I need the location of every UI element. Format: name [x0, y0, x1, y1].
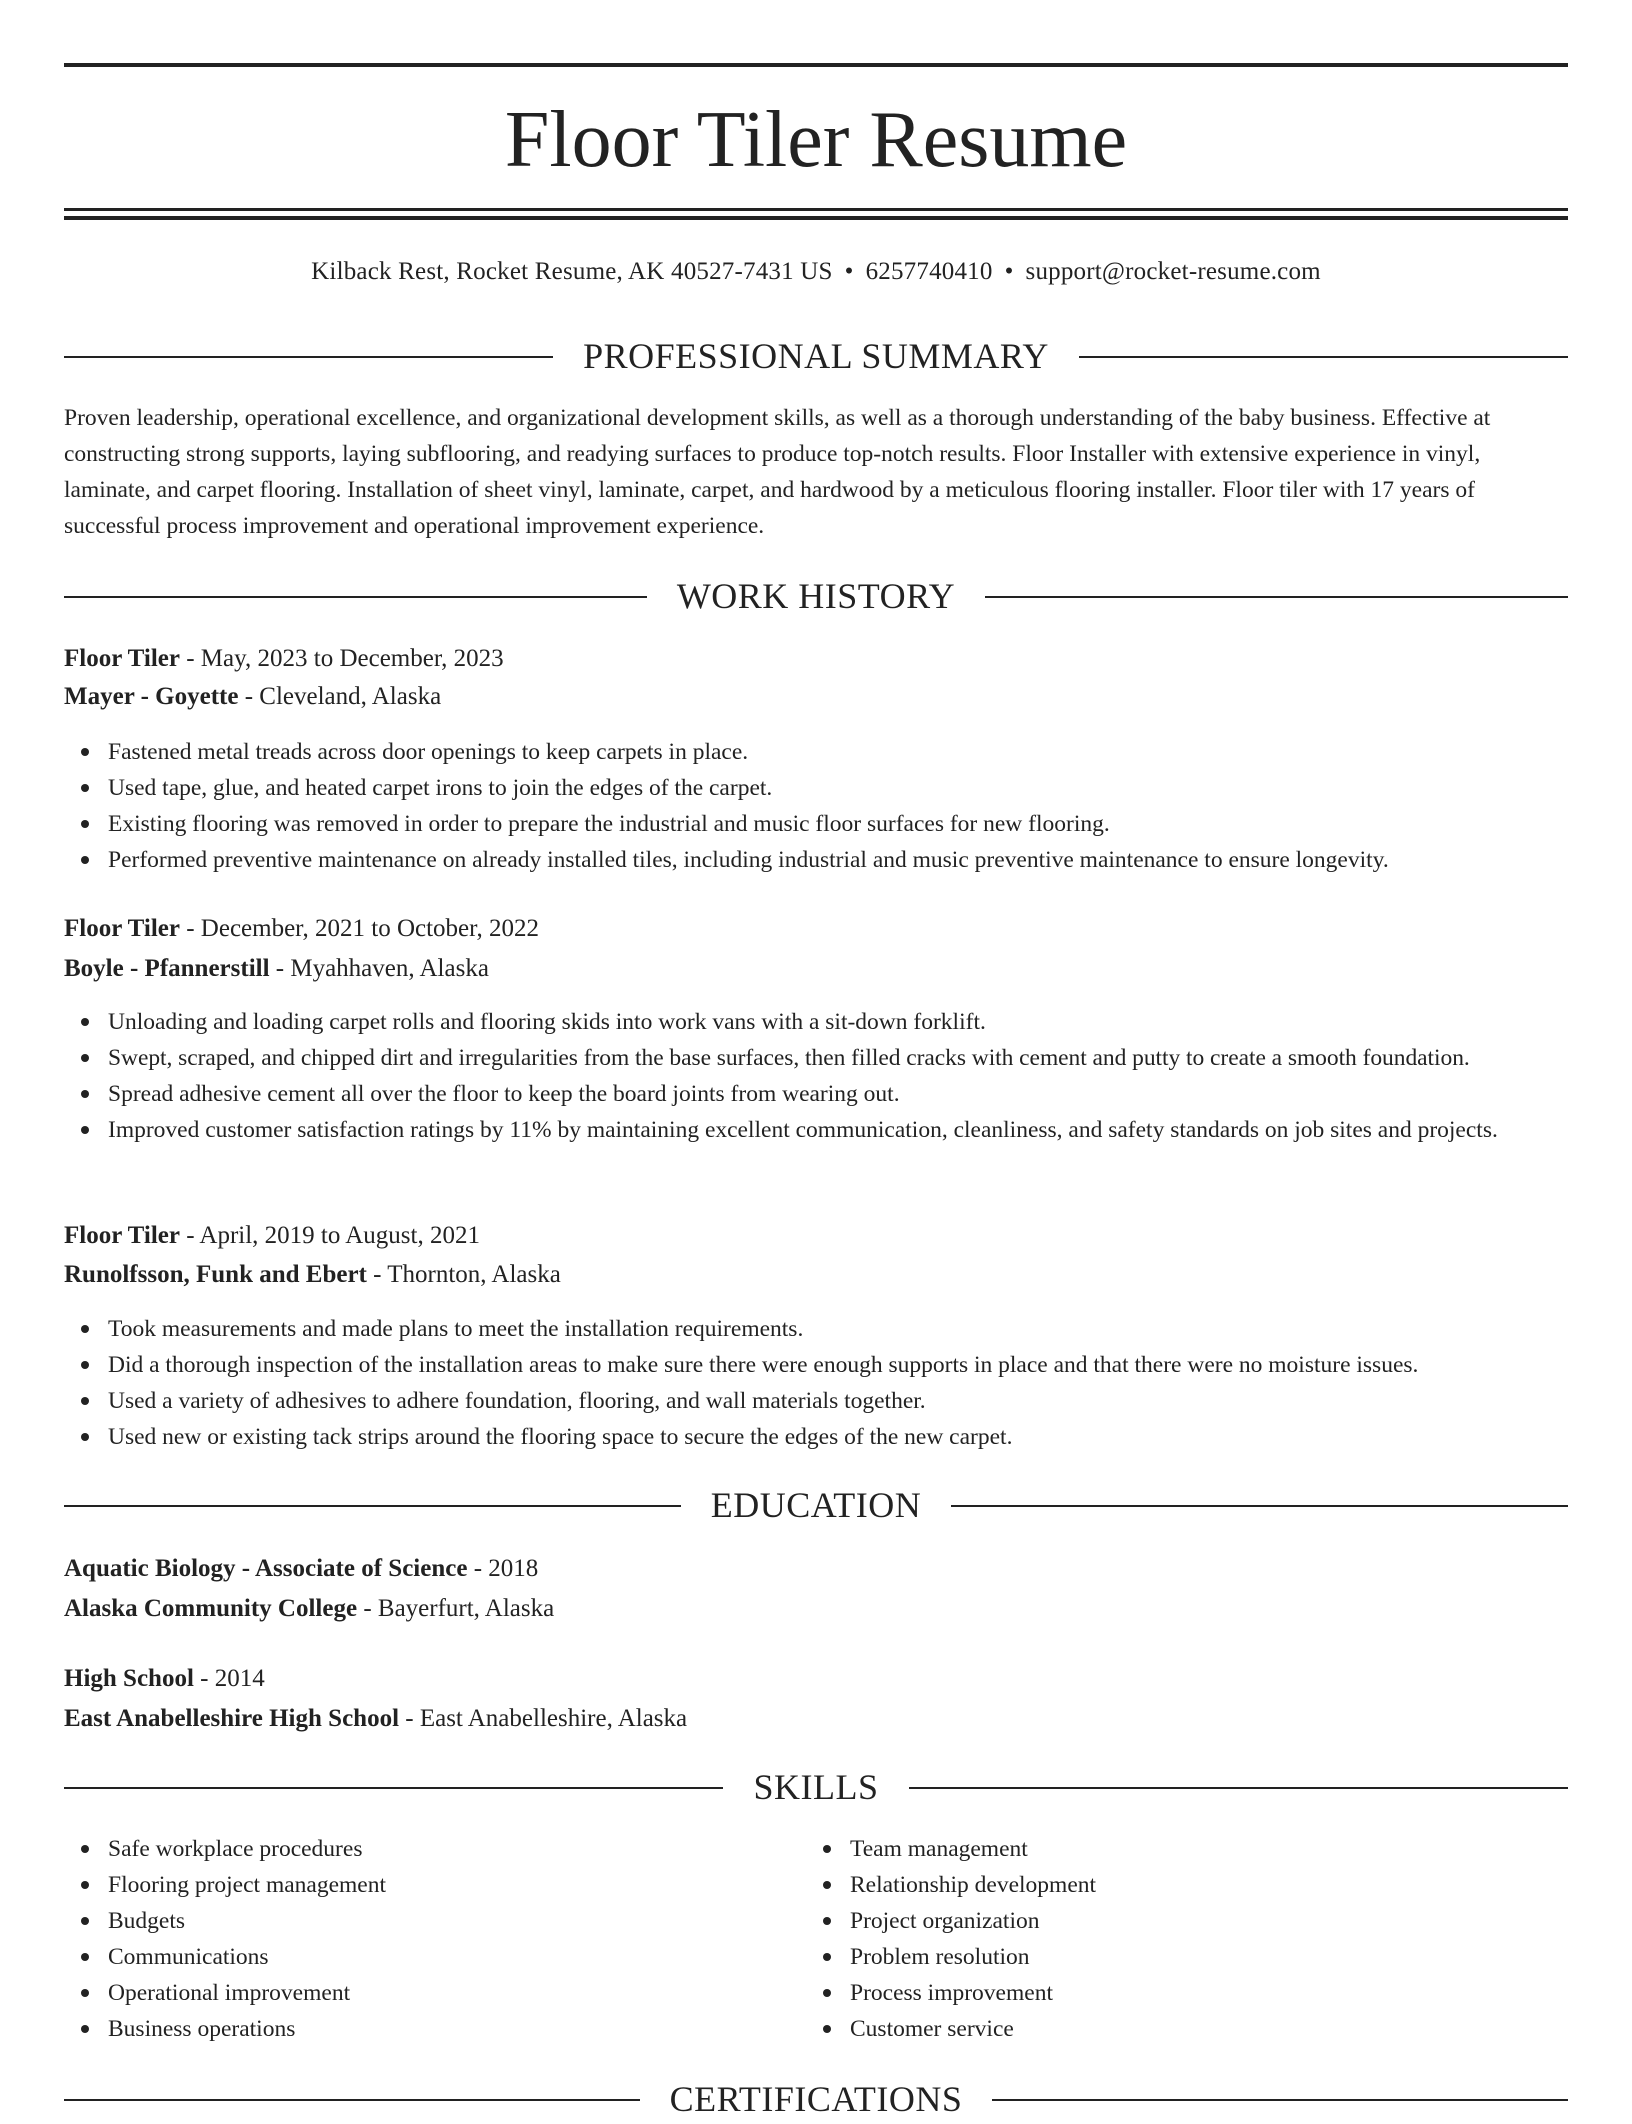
section-header-education: [64, 1480, 1568, 1530]
job-title-line: [64, 640, 1568, 678]
skill-item: Flooring project management: [108, 1867, 808, 1903]
list-item: Did a thorough inspection of the installation areas to make sure there were enough supports in place and that there were no moisture issues.: [108, 1347, 1612, 1383]
contact-separator: •: [844, 258, 854, 285]
skill-item: Team management: [850, 1831, 1550, 1867]
education-degree-line: [64, 1550, 1568, 1588]
list-item: Spread adhesive cement all over the floor to keep the board joints from wearing out.: [108, 1076, 1612, 1112]
education-year: - 2014: [193, 1665, 265, 1692]
skill-item: Budgets: [108, 1903, 808, 1939]
section-title-work: WORK HISTORY: [647, 576, 985, 616]
education-school: East Anabelleshire High School: [64, 1705, 400, 1732]
skill-item: Operational improvement: [108, 1975, 808, 2011]
section-header-work: [64, 571, 1568, 621]
education-school: Alaska Community College: [64, 1595, 358, 1622]
section-title-skills: SKILLS: [723, 1767, 908, 1807]
section-title-education: EDUCATION: [681, 1485, 951, 1525]
education-school-line: [64, 1700, 1568, 1738]
list-item: Swept, scraped, and chipped dirt and irregularities from the base surfaces, then filled cracks with cement and putty to create a smooth foundation.: [108, 1040, 1612, 1076]
skill-item: Problem resolution: [850, 1939, 1550, 1975]
job-bullets: [64, 1311, 1612, 1455]
job-company: Mayer - Goyette: [64, 683, 239, 710]
top-rule: [64, 63, 1568, 67]
list-item: Used new or existing tack strips around the flooring space to secure the edges of the new carpet.: [108, 1419, 1612, 1455]
section-title-certifications: CERTIFICATIONS: [640, 2079, 993, 2119]
job-bullets: [64, 734, 1612, 878]
education-location: - Bayerfurt, Alaska: [357, 1595, 555, 1622]
skill-item: Process improvement: [850, 1975, 1550, 2011]
contact-line: [64, 252, 1568, 292]
list-item: Took measurements and made plans to meet the installation requirements.: [108, 1311, 1612, 1347]
education-school-line: [64, 1590, 1568, 1628]
job-title-line: [64, 1217, 1568, 1255]
education-degree: High School: [64, 1665, 194, 1692]
section-header-skills: [64, 1762, 1568, 1812]
resume-title: Floor Tiler Resume: [504, 96, 1128, 184]
contact-email: support@rocket-resume.com: [1025, 258, 1321, 285]
job-dates: - December, 2021 to October, 2022: [179, 915, 539, 942]
job-title: Floor Tiler: [64, 645, 180, 672]
section-header-summary: [64, 331, 1568, 381]
title-double-rule: [64, 208, 1568, 220]
job-location: - Cleveland, Alaska: [238, 683, 442, 710]
skill-item: Customer service: [850, 2011, 1550, 2047]
list-item: Used a variety of adhesives to adhere foundation, flooring, and wall materials together.: [108, 1383, 1612, 1419]
education-year: - 2018: [467, 1555, 539, 1582]
job-company-line: [64, 1256, 1568, 1294]
job-title: Floor Tiler: [64, 915, 180, 942]
section-header-certifications: [64, 2074, 1568, 2124]
list-item: Existing flooring was removed in order to prepare the industrial and music floor surfaces for new flooring.: [108, 806, 1612, 842]
skill-item: Communications: [108, 1939, 808, 1975]
list-item: Performed preventive maintenance on already installed tiles, including industrial and music preventive maintenance to ensure longevity.: [108, 842, 1612, 878]
skill-item: Relationship development: [850, 1867, 1550, 1903]
education-degree: Aquatic Biology - Associate of Science: [64, 1555, 468, 1582]
skills-list-right: [806, 1831, 1550, 2047]
job-dates: - May, 2023 to December, 2023: [179, 645, 504, 672]
job-dates: - April, 2019 to August, 2021: [179, 1222, 480, 1249]
job-title: Floor Tiler: [64, 1222, 180, 1249]
job-company-line: [64, 950, 1568, 988]
skill-item: Project organization: [850, 1903, 1550, 1939]
job-company: Runolfsson, Funk and Ebert: [64, 1261, 367, 1288]
list-item: Unloading and loading carpet rolls and flooring skids into work vans with a sit-down forklift.: [108, 1004, 1612, 1040]
job-company: Boyle - Pfannerstill: [64, 955, 270, 982]
education-degree-line: [64, 1660, 1568, 1698]
contact-address: Kilback Rest, Rocket Resume, AK 40527-7431 US: [311, 258, 833, 285]
list-item: Used tape, glue, and heated carpet irons to join the edges of the carpet.: [108, 770, 1612, 806]
skill-item: Business operations: [108, 2011, 808, 2047]
job-company-line: [64, 678, 1568, 716]
job-title-line: [64, 910, 1568, 948]
education-location: - East Anabelleshire, Alaska: [399, 1705, 688, 1732]
contact-separator: •: [1004, 258, 1014, 285]
list-item: Improved customer satisfaction ratings by 11% by maintaining excellent communication, cleanliness, and safety standards on job sites and projects.: [108, 1112, 1612, 1148]
job-location: - Thornton, Alaska: [366, 1261, 561, 1288]
list-item: Fastened metal treads across door openings to keep carpets in place.: [108, 734, 1612, 770]
summary-paragraph: Proven leadership, operational excellence, and organizational development skills, as well as a thorough understanding of the baby business. Effective at constructing strong supports, laying subflooring, and readying surfaces to produce top-notch results. Floor Installer with extensive experience in vinyl, laminate, and carpet flooring. Installation of sheet vinyl, laminate, carpet, and hardwood by a meticulous flooring installer. Floor tiler with 17 years of successful process improvement and operational improvement experience.: [64, 405, 1491, 539]
section-title-summary: PROFESSIONAL SUMMARY: [553, 336, 1079, 376]
skill-item: Safe workplace procedures: [108, 1831, 808, 1867]
job-location: - Myahhaven, Alaska: [269, 955, 489, 982]
skills-list-left: [64, 1831, 808, 2047]
contact-phone: 6257740410: [865, 258, 993, 285]
job-bullets: [64, 1004, 1612, 1148]
